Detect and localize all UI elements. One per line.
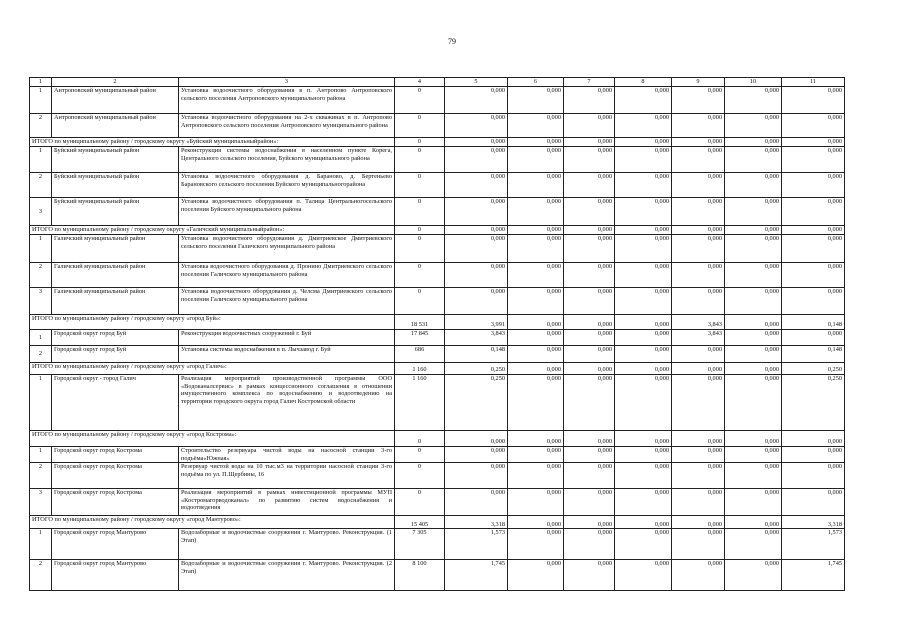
district-name: Городской округ город Кострома — [52, 489, 179, 516]
value-cell: 0,000 — [782, 198, 845, 226]
district-name: Галичский муниципальный район — [52, 235, 179, 263]
value-cell: 1,745 — [445, 560, 508, 591]
value-cell: 0,000 — [725, 173, 782, 198]
value-cell-count: 0 — [395, 114, 445, 138]
value-cell: 0,000 — [672, 263, 725, 288]
value-cell: 0,000 — [725, 431, 782, 447]
value-cell: 0,000 — [672, 363, 725, 375]
district-name: Городской округ город Мантурово — [52, 560, 179, 591]
value-cell: 3,318 — [782, 516, 845, 529]
table-row — [30, 87, 845, 114]
value-cell: 3,991 — [445, 315, 508, 330]
value-cell: 0,000 — [508, 489, 564, 516]
value-cell: 0,000 — [508, 198, 564, 226]
column-number-header — [30, 78, 845, 87]
value-cell: 0,000 — [615, 198, 672, 226]
value-cell: 0,000 — [782, 173, 845, 198]
row-number: 2 — [30, 263, 52, 288]
value-cell: 0,000 — [782, 463, 845, 489]
value-cell: 0,000 — [445, 447, 508, 463]
value-cell: 0,148 — [445, 346, 508, 363]
value-cell: 0,000 — [672, 235, 725, 263]
value-cell-count: 18 531 — [395, 315, 445, 330]
project-description: Водозаборные и водоочистные сооружения г. Мантурово. Реконструкция. (2 Этап) — [179, 560, 395, 591]
row-number: 1 — [30, 529, 52, 560]
value-cell: 0,000 — [725, 226, 782, 235]
value-cell: 0,000 — [672, 516, 725, 529]
row-number: 1 — [30, 330, 52, 346]
row-number: 2 — [30, 114, 52, 138]
value-cell: 0,000 — [672, 173, 725, 198]
value-cell: 0,000 — [508, 235, 564, 263]
district-name: Буйский муниципальный район — [52, 147, 179, 173]
column-number: 3 — [179, 78, 395, 87]
value-cell: 0,000 — [615, 489, 672, 516]
value-cell: 0,000 — [725, 263, 782, 288]
value-cell: 0,000 — [672, 489, 725, 516]
project-description: Установка водоочистного оборудования д. Бараново, д. Бертеньево Барановского сельского поселения Буйского муниципальногорайона — [179, 173, 395, 198]
value-cell-count: 0 — [395, 288, 445, 315]
project-description: Установка системы водоснабжения в п. Лычзавод г. Буй — [179, 346, 395, 363]
value-cell: 0,000 — [508, 226, 564, 235]
row-number: 2 — [30, 463, 52, 489]
value-cell: 0,000 — [445, 463, 508, 489]
district-name: Антроповский муниципальный район — [52, 114, 179, 138]
table-row — [30, 263, 845, 288]
total-label: ИТОГО по муниципальному району / городскому округу «город Галич»: — [30, 363, 395, 375]
district-name: Городской округ - город Галич — [52, 375, 179, 431]
column-number: 2 — [52, 78, 179, 87]
value-cell: 0,000 — [725, 147, 782, 173]
value-cell: 0,000 — [445, 87, 508, 114]
value-cell: 0,000 — [725, 516, 782, 529]
value-cell: 0,000 — [672, 529, 725, 560]
value-cell: 3,318 — [445, 516, 508, 529]
value-cell: 0,000 — [782, 235, 845, 263]
district-name: Галичский муниципальный район — [52, 263, 179, 288]
table-row — [30, 560, 845, 591]
value-cell: 0,250 — [782, 375, 845, 431]
value-cell-count: 17 845 — [395, 330, 445, 346]
project-description: Водозаборные и водоочистные сооружения г. Мантурово. Реконструкция. (1 Этап) — [179, 529, 395, 560]
value-cell: 0,000 — [782, 263, 845, 288]
table-row — [30, 447, 845, 463]
value-cell: 0,000 — [564, 330, 615, 346]
value-cell: 0,000 — [615, 87, 672, 114]
row-number: 3 — [30, 288, 52, 315]
value-cell: 0,000 — [445, 235, 508, 263]
row-number: 2 — [30, 346, 52, 363]
value-cell: 0,000 — [445, 147, 508, 173]
value-cell: 0,000 — [564, 489, 615, 516]
value-cell: 0,000 — [782, 447, 845, 463]
table-row — [30, 330, 845, 346]
value-cell: 0,000 — [564, 560, 615, 591]
value-cell: 0,000 — [508, 114, 564, 138]
value-cell: 0,000 — [445, 198, 508, 226]
value-cell: 0,000 — [725, 288, 782, 315]
value-cell: 0,000 — [445, 114, 508, 138]
value-cell: 0,000 — [564, 447, 615, 463]
value-cell: 0,000 — [564, 516, 615, 529]
value-cell: 0,000 — [564, 346, 615, 363]
project-description: Реконструкция системы водоснабжения в населенном пункте Корега, Центрального сельского поселения, Буйского муниципального района — [179, 147, 395, 173]
value-cell: 0,000 — [615, 330, 672, 346]
value-cell: 0,000 — [445, 173, 508, 198]
value-cell: 0,000 — [508, 516, 564, 529]
value-cell: 0,000 — [445, 138, 508, 147]
value-cell: 0,000 — [725, 529, 782, 560]
value-cell: 0,250 — [445, 375, 508, 431]
value-cell: 0,000 — [564, 315, 615, 330]
value-cell: 0,000 — [672, 138, 725, 147]
value-cell: 0,000 — [615, 463, 672, 489]
value-cell: 0,000 — [564, 288, 615, 315]
total-row — [30, 516, 845, 529]
total-label: ИТОГО по муниципальному району / городскому округу «город Мантурово»: — [30, 516, 395, 529]
column-number: 8 — [615, 78, 672, 87]
value-cell: 0,000 — [615, 263, 672, 288]
total-row — [30, 226, 845, 235]
district-name: Антроповский муниципальный район — [52, 87, 179, 114]
value-cell: 0,000 — [508, 363, 564, 375]
table-row — [30, 114, 845, 138]
value-cell: 0,000 — [725, 447, 782, 463]
table-row — [30, 198, 845, 226]
value-cell-count: 686 — [395, 346, 445, 363]
value-cell: 0,000 — [615, 447, 672, 463]
row-number: 2 — [30, 173, 52, 198]
value-cell: 0,000 — [782, 147, 845, 173]
table-row — [30, 346, 845, 363]
value-cell-count: 0 — [395, 463, 445, 489]
value-cell: 0,000 — [564, 463, 615, 489]
value-cell: 0,000 — [508, 315, 564, 330]
value-cell-count: 0 — [395, 431, 445, 447]
value-cell: 0,000 — [615, 226, 672, 235]
value-cell-count: 8 100 — [395, 560, 445, 591]
value-cell: 0,000 — [615, 363, 672, 375]
value-cell: 0,000 — [615, 114, 672, 138]
value-cell: 0,000 — [725, 489, 782, 516]
value-cell: 0,000 — [508, 173, 564, 198]
value-cell: 0,000 — [615, 138, 672, 147]
value-cell: 0,000 — [564, 431, 615, 447]
value-cell-count: 1 160 — [395, 363, 445, 375]
value-cell: 0,148 — [782, 346, 845, 363]
table-row — [30, 529, 845, 560]
value-cell: 3,843 — [672, 330, 725, 346]
value-cell-count: 1 160 — [395, 375, 445, 431]
investment-table — [29, 77, 845, 591]
project-description: Реализация мероприятий в рамках инвестиционной программы МУП «Костромагорводоканал» по развитию систем водоснабжения и водоотведения — [179, 489, 395, 516]
column-number: 11 — [782, 78, 845, 87]
value-cell: 0,000 — [508, 560, 564, 591]
value-cell: 0,000 — [508, 463, 564, 489]
value-cell: 0,000 — [564, 363, 615, 375]
table-row — [30, 147, 845, 173]
district-name: Городской округ город Буй — [52, 346, 179, 363]
value-cell: 0,000 — [615, 147, 672, 173]
total-row — [30, 363, 845, 375]
district-name: Городской округ город Кострома — [52, 463, 179, 489]
value-cell: 0,000 — [508, 330, 564, 346]
value-cell: 0,000 — [782, 489, 845, 516]
row-number: 1 — [30, 87, 52, 114]
project-description: Установка водоочистного оборудования д. Челсма Дмитриевского сельского поселения Галичского муниципального района — [179, 288, 395, 315]
district-name: Городской округ город Кострома — [52, 447, 179, 463]
value-cell: 3,843 — [672, 315, 725, 330]
value-cell: 0,000 — [672, 447, 725, 463]
value-cell: 0,000 — [782, 87, 845, 114]
value-cell: 0,000 — [445, 489, 508, 516]
row-number: 1 — [30, 375, 52, 431]
value-cell: 1,573 — [445, 529, 508, 560]
table-row — [30, 375, 845, 431]
value-cell: 0,000 — [672, 375, 725, 431]
district-name: Буйский муниципальный район — [52, 173, 179, 198]
table-row — [30, 489, 845, 516]
value-cell: 0,000 — [564, 114, 615, 138]
column-number: 7 — [564, 78, 615, 87]
table-row — [30, 235, 845, 263]
total-label: ИТОГО по муниципальному району / городскому округу «город Буй»: — [30, 315, 395, 330]
project-description: Установка водоочистного оборудования д. Дмитриевское Дмитриевского сельского поселения Галичского муниципального района — [179, 235, 395, 263]
project-description: Установка водоочистного оборудования в п. Антропово Антроповского сельского поселения Антроповского муниципального района — [179, 87, 395, 114]
column-number: 10 — [725, 78, 782, 87]
value-cell: 0,000 — [564, 198, 615, 226]
value-cell-count: 0 — [395, 147, 445, 173]
value-cell-count: 0 — [395, 138, 445, 147]
value-cell: 0,000 — [508, 375, 564, 431]
value-cell: 0,000 — [508, 346, 564, 363]
value-cell: 0,000 — [672, 431, 725, 447]
value-cell: 0,000 — [445, 226, 508, 235]
project-description: Установка водоочистного оборудования п. Талица Центральногосельского поселения Буйского муниципального района — [179, 198, 395, 226]
value-cell: 0,000 — [615, 560, 672, 591]
value-cell: 0,000 — [672, 560, 725, 591]
district-name: Городской округ город Мантурово — [52, 529, 179, 560]
value-cell: 0,000 — [672, 346, 725, 363]
value-cell: 0,000 — [782, 114, 845, 138]
value-cell-count: 0 — [395, 226, 445, 235]
total-label: ИТОГО по муниципальному району / городскому округу «город Кострома»: — [30, 431, 395, 447]
page-number: 79 — [448, 37, 456, 46]
value-cell-count: 0 — [395, 263, 445, 288]
value-cell: 0,000 — [782, 288, 845, 315]
total-row — [30, 138, 845, 147]
value-cell: 0,000 — [445, 431, 508, 447]
value-cell: 0,000 — [725, 198, 782, 226]
value-cell: 0,000 — [564, 375, 615, 431]
value-cell: 0,000 — [508, 263, 564, 288]
total-label: ИТОГО по муниципальному району / городскому округу «Буйский муниципальныйрайон»: — [30, 138, 395, 147]
value-cell-count: 0 — [395, 198, 445, 226]
row-number: 1 — [30, 235, 52, 263]
column-number: 5 — [445, 78, 508, 87]
table-row — [30, 173, 845, 198]
project-description: Установка водоочистного оборудования на 2-х скважинах в п. Антропово Антроповского сельского поселения Антроповского муниципального района — [179, 114, 395, 138]
value-cell: 0,000 — [508, 147, 564, 173]
project-description: Резервуар чистой воды на 10 тыс.м3 на территории насосной станции 3-го подъёма по ул. П.Щербины, 16 — [179, 463, 395, 489]
value-cell: 0,000 — [725, 235, 782, 263]
value-cell-count: 15 405 — [395, 516, 445, 529]
value-cell: 0,000 — [782, 431, 845, 447]
value-cell: 0,000 — [615, 173, 672, 198]
value-cell: 0,000 — [782, 226, 845, 235]
total-row — [30, 315, 845, 330]
value-cell: 0,148 — [782, 315, 845, 330]
total-label: ИТОГО по муниципальному району / городскому округу «Галичский муниципальныйрайон»: — [30, 226, 395, 235]
value-cell: 0,000 — [725, 87, 782, 114]
value-cell: 0,000 — [725, 330, 782, 346]
value-cell-count: 0 — [395, 447, 445, 463]
value-cell: 0,000 — [725, 560, 782, 591]
value-cell: 0,000 — [564, 138, 615, 147]
value-cell: 0,000 — [615, 375, 672, 431]
value-cell-count: 0 — [395, 87, 445, 114]
value-cell: 0,000 — [725, 463, 782, 489]
table-row — [30, 463, 845, 489]
value-cell: 0,000 — [508, 447, 564, 463]
value-cell: 0,000 — [615, 431, 672, 447]
value-cell: 0,000 — [782, 330, 845, 346]
value-cell: 0,000 — [508, 138, 564, 147]
value-cell: 0,000 — [672, 288, 725, 315]
value-cell: 0,000 — [725, 114, 782, 138]
value-cell: 0,000 — [445, 263, 508, 288]
row-number: 1 — [30, 447, 52, 463]
value-cell: 3,843 — [445, 330, 508, 346]
row-number: 3 — [30, 198, 52, 226]
column-number: 1 — [30, 78, 52, 87]
value-cell: 0,000 — [445, 288, 508, 315]
value-cell-count: 7 305 — [395, 529, 445, 560]
value-cell: 0,000 — [508, 529, 564, 560]
value-cell: 0,250 — [782, 363, 845, 375]
value-cell: 0,000 — [564, 173, 615, 198]
value-cell: 0,000 — [615, 288, 672, 315]
value-cell: 0,000 — [672, 463, 725, 489]
value-cell: 0,000 — [508, 87, 564, 114]
value-cell: 1,745 — [782, 560, 845, 591]
row-number: 2 — [30, 560, 52, 591]
column-number: 4 — [395, 78, 445, 87]
project-description: Строительство резервуара чистой воды на насосной станции 3-го подъёма«Южная» — [179, 447, 395, 463]
value-cell-count: 0 — [395, 489, 445, 516]
district-name: Галичский муниципальный район — [52, 288, 179, 315]
value-cell: 0,000 — [615, 516, 672, 529]
district-name: Буйский муниципальный район — [52, 198, 179, 226]
value-cell: 0,000 — [672, 114, 725, 138]
value-cell: 0,000 — [564, 147, 615, 173]
value-cell: 0,000 — [782, 138, 845, 147]
value-cell: 0,000 — [508, 288, 564, 315]
value-cell: 0,000 — [725, 363, 782, 375]
value-cell: 0,000 — [615, 315, 672, 330]
value-cell: 0,250 — [445, 363, 508, 375]
value-cell-count: 0 — [395, 235, 445, 263]
value-cell: 0,000 — [564, 87, 615, 114]
district-name: Городской округ город Буй — [52, 330, 179, 346]
row-number: 3 — [30, 489, 52, 516]
value-cell-count: 0 — [395, 173, 445, 198]
value-cell: 0,000 — [615, 346, 672, 363]
value-cell: 0,000 — [564, 263, 615, 288]
value-cell: 0,000 — [615, 529, 672, 560]
column-number: 9 — [672, 78, 725, 87]
project-description: Установка водоочистного оборудования д. Пронино Дмитриевского сельского поселения Галичского муниципального района — [179, 263, 395, 288]
value-cell: 0,000 — [564, 235, 615, 263]
value-cell: 0,000 — [672, 226, 725, 235]
value-cell: 0,000 — [508, 431, 564, 447]
value-cell: 0,000 — [564, 529, 615, 560]
total-row — [30, 431, 845, 447]
value-cell: 0,000 — [725, 315, 782, 330]
value-cell: 0,000 — [725, 346, 782, 363]
table-row — [30, 288, 845, 315]
project-description: Реализация мероприятий производственной программы ООО «Водоканалсервис» в рамках концессионного соглашения в отношении имущественного комплекса по водоснабжению и водоотведению на территории городского округа город Галич Костромской области — [179, 375, 395, 431]
row-number: 1 — [30, 147, 52, 173]
project-description: Реконструкция водоочистных сооружений г. Буй — [179, 330, 395, 346]
value-cell: 0,000 — [725, 138, 782, 147]
value-cell: 1,573 — [782, 529, 845, 560]
value-cell: 0,000 — [564, 226, 615, 235]
value-cell: 0,000 — [672, 147, 725, 173]
value-cell: 0,000 — [672, 198, 725, 226]
value-cell: 0,000 — [615, 235, 672, 263]
value-cell: 0,000 — [672, 87, 725, 114]
value-cell: 0,000 — [725, 375, 782, 431]
column-number: 6 — [508, 78, 564, 87]
